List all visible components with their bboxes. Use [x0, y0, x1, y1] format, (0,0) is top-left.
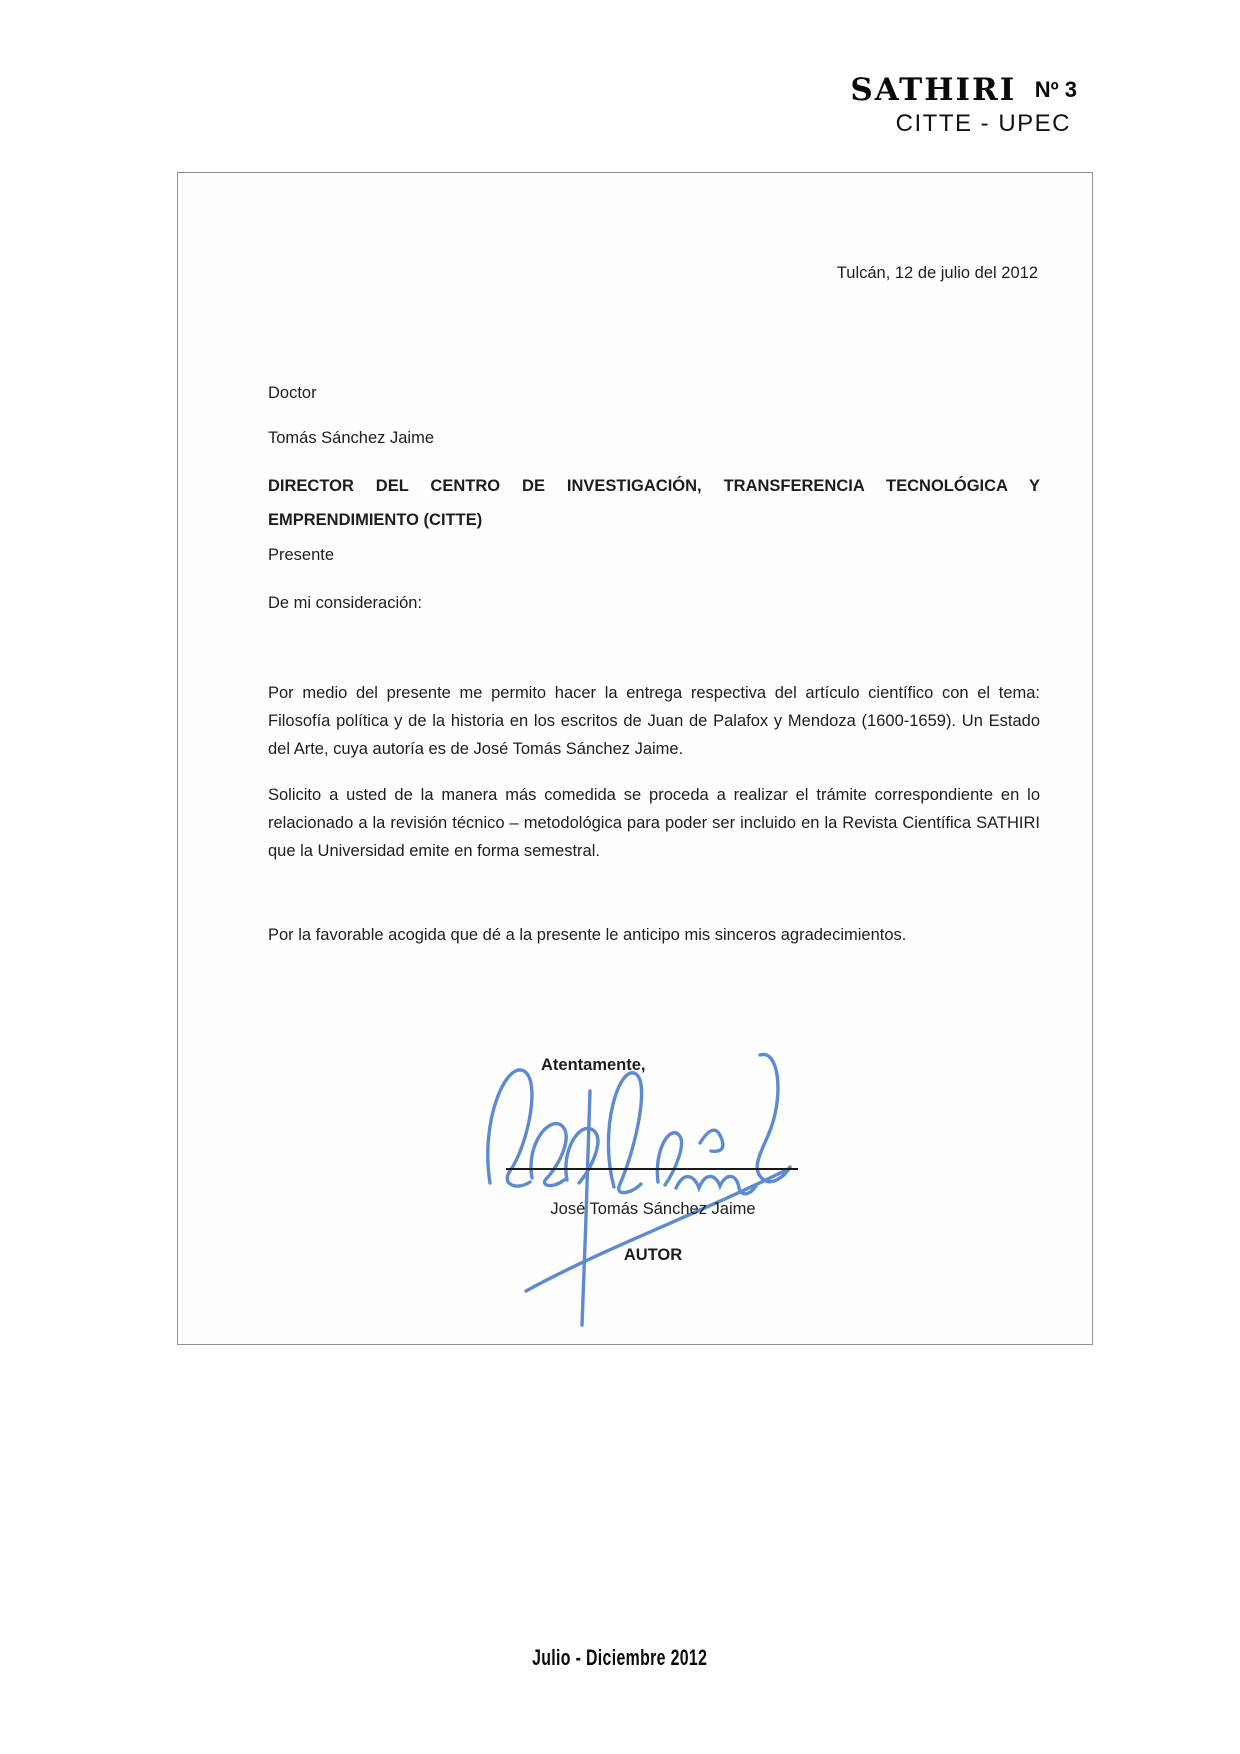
recipient-name: Tomás Sánchez Jaime [268, 429, 434, 447]
letter-paragraph-3: Por la favorable acogida que dé a la presente le anticipo mis sinceros agradecimientos. [268, 926, 907, 944]
signer-name: José Tomás Sánchez Jaime [550, 1200, 756, 1218]
journal-header [850, 72, 1077, 138]
letter-greeting: De mi consideración: [268, 594, 423, 612]
recipient-title: DIRECTOR DEL CENTRO DE INVESTIGACIÓN, TRANSFERENCIA TECNOLÓGICA Y EMPRENDIMIENTO (CITTE) [268, 477, 1040, 529]
letter-date: Tulcán, 12 de julio del 2012 [836, 264, 1038, 282]
letter-paragraph-1: Por medio del presente me permito hacer la entrega respectiva del artículo científico con el tema: Filosofía política y de la historia en los escritos de Juan de Palafox y Mendoza (1600-1659). Un Estado del Arte, cuya autoría es de José Tomás Sánchez Jaime. [268, 684, 1040, 758]
letter-closing: Atentamente, [541, 1056, 646, 1074]
journal-issue-number: Nº 3 [1034, 77, 1077, 102]
signature-line [506, 1168, 798, 1170]
journal-title: SATHIRI [850, 72, 1017, 108]
journal-subtitle: CITTE - UPEC [895, 110, 1071, 137]
journal-brand-line [850, 72, 1077, 108]
scanned-letter-frame [177, 172, 1093, 1345]
presente-line: Presente [268, 546, 335, 564]
footer-issue-period: Julio - Diciembre 2012 [532, 1645, 708, 1670]
recipient-salutation: Doctor [268, 384, 317, 402]
signer-role: AUTOR [623, 1246, 683, 1264]
letter-paragraph-2: Solicito a usted de la manera más comedida se proceda a realizar el trámite correspondiente en lo relacionado a la revisión técnico – metodológica para poder ser incluido en la Revista Científica SATHIRI que la Universidad emite en forma semestral. [268, 786, 1040, 860]
page-footer [0, 1645, 1240, 1671]
